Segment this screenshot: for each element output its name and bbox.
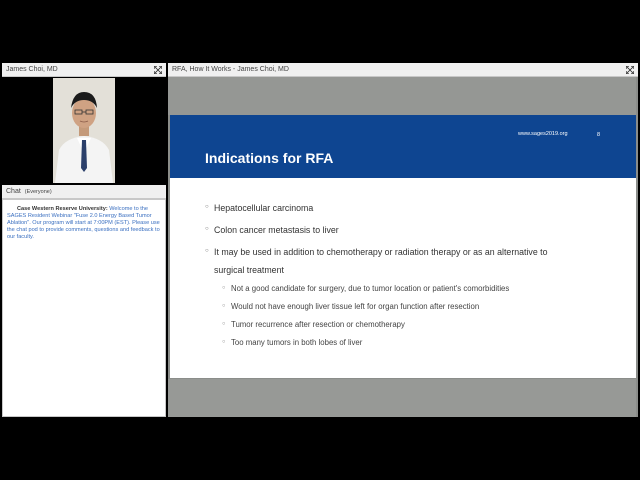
slide-header-banner (170, 115, 636, 178)
slide-sub-bullet: ○ Tumor recurrence after resection or chemotherapy (222, 320, 405, 329)
maximize-icon[interactable] (626, 66, 634, 74)
chat-pod-title: Chat (6, 188, 21, 195)
maximize-icon[interactable] (154, 66, 162, 74)
slide-number: 8 (597, 132, 601, 138)
slide-bullet: ○ It may be used in addition to chemotherapy or radiation therapy or as an alternative to (205, 247, 548, 257)
chat-audience[interactable]: (Everyone) (24, 189, 52, 195)
chat-message-text: Welcome to the SAGES Resident Webinar "Fuse 2.0 Energy Based Tumor Ablation". Our program will start at 7:00PM (EST). Please use the chat pod to provide comments, questions and feedback to our faculty. (7, 206, 160, 240)
chat-message-sender: Case Western Reserve University: (17, 206, 108, 212)
slide-bullet-continuation: surgical treatment (214, 265, 284, 275)
slide-top-margin (168, 77, 636, 115)
slide-bullet: ○ Hepatocellular carcinoma (205, 203, 313, 213)
slide-sub-bullet: ○ Too many tumors in both lobes of liver (222, 338, 362, 347)
chat-message (7, 206, 161, 241)
slide-sub-bullet: ○ Not a good candidate for surgery, due to tumor location or patient's comorbidities (222, 284, 509, 293)
slide-title: Indications for RFA (205, 150, 334, 166)
slide-url: www.sages2019.org (518, 131, 568, 137)
slide-bottom-margin (168, 379, 636, 417)
video-pod-header (2, 63, 166, 77)
presenter-video (53, 78, 115, 183)
video-pod-title: James Choi, MD (6, 66, 58, 73)
slide-sub-bullet: ○ Would not have enough liver tissue left for organ function after resection (222, 302, 479, 311)
share-pod-title: RFA, How It Works - James Choi, MD (172, 66, 289, 73)
chat-pod-header (2, 185, 166, 199)
chat-message-area[interactable] (2, 199, 166, 417)
slide-bullet: ○ Colon cancer metastasis to liver (205, 225, 339, 235)
share-pod-header (168, 63, 638, 77)
